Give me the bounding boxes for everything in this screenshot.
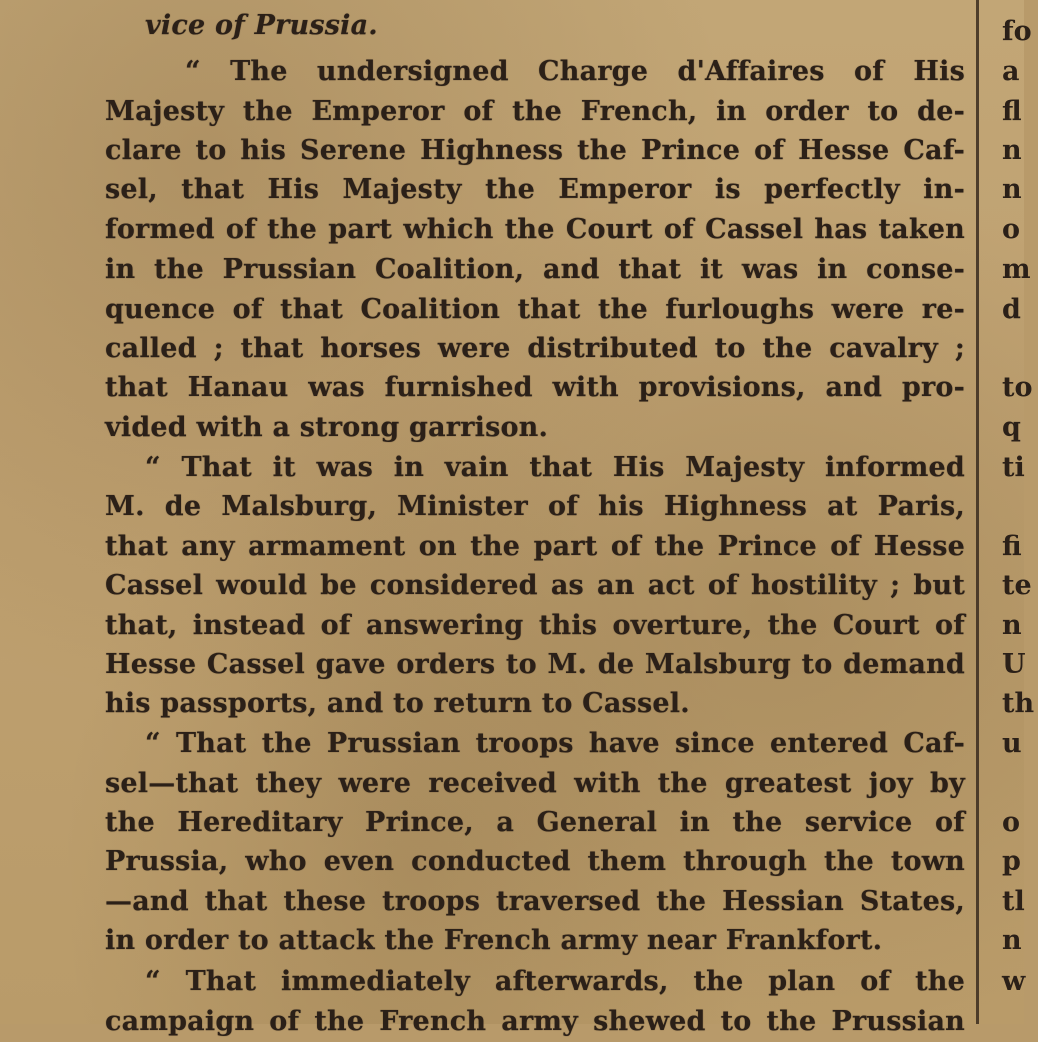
next-column-fragment: u (1002, 728, 1022, 759)
article-line: Majesty the Emperor of the French, in order to de- (105, 96, 965, 127)
article-line: called ; that horses were distributed to the cavalry ; (105, 333, 965, 364)
article-column (105, 0, 965, 1037)
next-column-fragment: w (1002, 966, 1026, 997)
next-column-fragment: m (1002, 254, 1031, 285)
article-line: formed of the part which the Court of Cassel has taken (105, 214, 965, 245)
article-line: clare to his Serene Highness the Prince of Hesse Caf- (105, 135, 965, 166)
next-column-fragment: o (1002, 214, 1021, 245)
next-column-fragment: a (1002, 56, 1020, 87)
next-column-fragment: U (1002, 649, 1026, 680)
article-line: the Hereditary Prince, a General in the service of (105, 807, 965, 838)
article-line: “ That immediately afterwards, the plan of the (145, 966, 965, 997)
article-line: Hesse Cassel gave orders to M. de Malsburg to demand (105, 649, 965, 680)
article-line: in order to attack the French army near Frankfort. (105, 925, 883, 956)
article-line: campaign of the French army shewed to the Prussian (105, 1006, 965, 1037)
article-line: —and that these troops traversed the Hessian States, (105, 886, 965, 917)
next-column-fragment: n (1002, 610, 1022, 641)
article-line: vice of Prussia. (145, 10, 378, 41)
article-line: his passports, and to return to Cassel. (105, 688, 690, 719)
article-line: quence of that Coalition that the furloughs were re- (105, 294, 965, 325)
article-line: Prussia, who even conducted them through the town (105, 846, 965, 877)
next-column-fragment: n (1002, 925, 1022, 956)
next-column-fragment: fl (1002, 96, 1022, 127)
next-column-fragment: d (1002, 294, 1021, 325)
article-line: “ That the Prussian troops have since entered Caf- (145, 728, 965, 759)
next-column-fragments (998, 0, 1038, 1024)
article-line: Cassel would be considered as an act of hostility ; but (105, 570, 965, 601)
next-column-fragment: fo (1002, 16, 1032, 47)
article-line: in the Prussian Coalition, and that it was in conse- (105, 254, 965, 285)
next-column-fragment: n (1002, 135, 1022, 166)
article-line: vided with a strong garrison. (105, 412, 549, 443)
next-column-fragment: n (1002, 174, 1022, 205)
article-line: that any armament on the part of the Prince of Hesse (105, 531, 965, 562)
next-column-fragment: p (1002, 846, 1021, 877)
article-line: sel—that they were received with the greatest joy by (105, 768, 965, 799)
next-column-fragment: to (1002, 372, 1033, 403)
article-line: “ The undersigned Charge d'Affaires of His (185, 56, 965, 87)
article-line: that, instead of answering this overture, the Court of (105, 610, 965, 641)
article-line: “ That it was in vain that His Majesty informed (145, 452, 965, 483)
next-column-fragment: tl (1002, 886, 1025, 917)
next-column-fragment: th (1002, 688, 1035, 719)
next-column-fragment: ti (1002, 452, 1025, 483)
article-line: that Hanau was furnished with provisions, and pro- (105, 372, 965, 403)
next-column-fragment: o (1002, 807, 1021, 838)
next-column-fragment: q (1002, 412, 1021, 443)
next-column-fragment: fi (1002, 531, 1022, 562)
article-line: sel, that His Majesty the Emperor is perfectly in- (105, 174, 965, 205)
article-line: M. de Malsburg, Minister of his Highness at Paris, (105, 491, 965, 522)
next-column-fragment: te (1002, 570, 1032, 601)
column-divider (976, 0, 979, 1024)
